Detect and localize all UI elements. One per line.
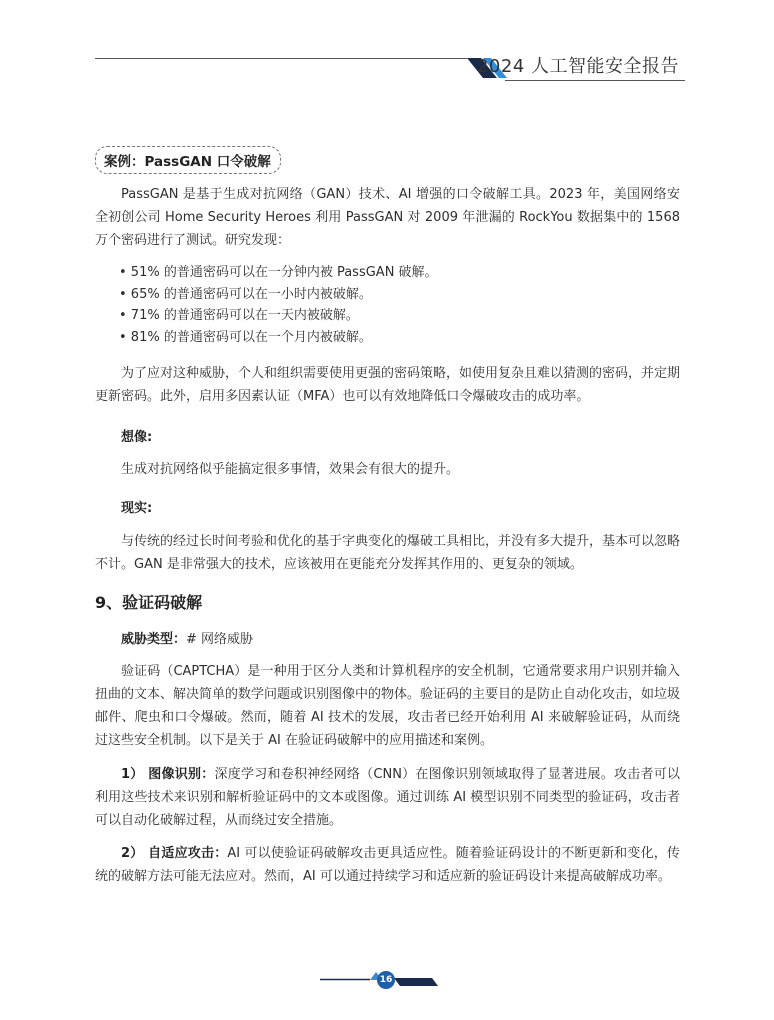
list-item: • 71% 的普通密码可以在一天内被破解。 bbox=[119, 308, 359, 323]
list-item: • 65% 的普通密码可以在一小时内被破解。 bbox=[119, 286, 372, 302]
adaptive-attack-text: AI 可以使验证码破解攻击更具适应性。随着验证码设计的不断更新和变化，传统的破解方法可能无法应对。然而，AI 可以通过持续学习和适应新的验证码设计来提高破解成功率。 bbox=[95, 846, 680, 884]
threat-type-line bbox=[121, 628, 253, 647]
reality-heading: 现实: bbox=[121, 501, 153, 516]
captcha-intro-paragraph: 验证码（CAPTCHA）是一种用于区分人类和计算机程序的安全机制，它通常要求用户识别并输入扭曲的文本、解决简单的数学问题或识别图像中的物体。验证码的主要目的是防止自动化攻击，如垃圾邮件、爬虫和口令爆破。然而，随着 AI 技术的发展，攻击者已经开始利用 AI 来破解验证码，从而绕过这些安全机制。以下是关于 AI 在验证码破解中的应用描述和案例。 bbox=[95, 664, 681, 748]
findings-list bbox=[119, 262, 438, 348]
page-number: 16 bbox=[377, 971, 395, 989]
passgan-intro-paragraph: PassGAN 是基于生成对抗网络（GAN）技术、AI 增强的口令破解工具。2023 年，美国网络安全初创公司 Home Security Heroes 利用 PassGAN 对 2009 年泄漏的 RockYou 数据集中的 1568 万个密码进行了测试。研究发现： bbox=[95, 187, 680, 248]
image-recognition-paragraph bbox=[95, 763, 680, 832]
threat-type-value: # 网络威胁 bbox=[186, 632, 254, 647]
case-tag: 案例：PassGAN 口令破解 bbox=[95, 146, 281, 174]
imagine-paragraph: 生成对抗网络似乎能搞定很多事情，效果会有很大的提升。 bbox=[121, 462, 460, 477]
list-item: • 51% 的普通密码可以在一分钟内被 PassGAN 破解。 bbox=[119, 265, 438, 280]
list-item: • 81% 的普通密码可以在一个月内被破解。 bbox=[119, 329, 372, 345]
adaptive-attack-label: 2） 自适应攻击： bbox=[121, 846, 228, 861]
imagine-heading: 想像: bbox=[121, 430, 153, 445]
reality-paragraph: 与传统的经过长时间考验和优化的基于字典变化的爆破工具相比，并没有多大提升，基本可以忽略不计。GAN 是非常强大的技术，应该被用在更能充分发挥其作用的、更复杂的领域。 bbox=[95, 534, 681, 572]
defense-paragraph: 为了应对这种威胁，个人和组织需要使用更强的密码策略，如使用复杂且难以猜测的密码，并定期更新密码。此外，启用多因素认证（MFA）也可以有效地降低口令爆破攻击的成功率。 bbox=[95, 366, 681, 404]
adaptive-attack-paragraph bbox=[95, 842, 680, 888]
report-title: 2024 人工智能安全报告 bbox=[476, 56, 679, 77]
image-recognition-text: 深度学习和卷积神经网络（CNN）在图像识别领域取得了显著进展。攻击者可以利用这些技术来识别和解析验证码中的文本或图像。通过训练 AI 模型识别不同类型的验证码，攻击者可以自动化破解过程，从而绕过安全措施。 bbox=[95, 767, 681, 828]
image-recognition-label: 1） 图像识别： bbox=[121, 767, 215, 782]
section-title: 9、验证码破解 bbox=[95, 593, 203, 612]
threat-type-label: 威胁类型： bbox=[121, 632, 187, 647]
